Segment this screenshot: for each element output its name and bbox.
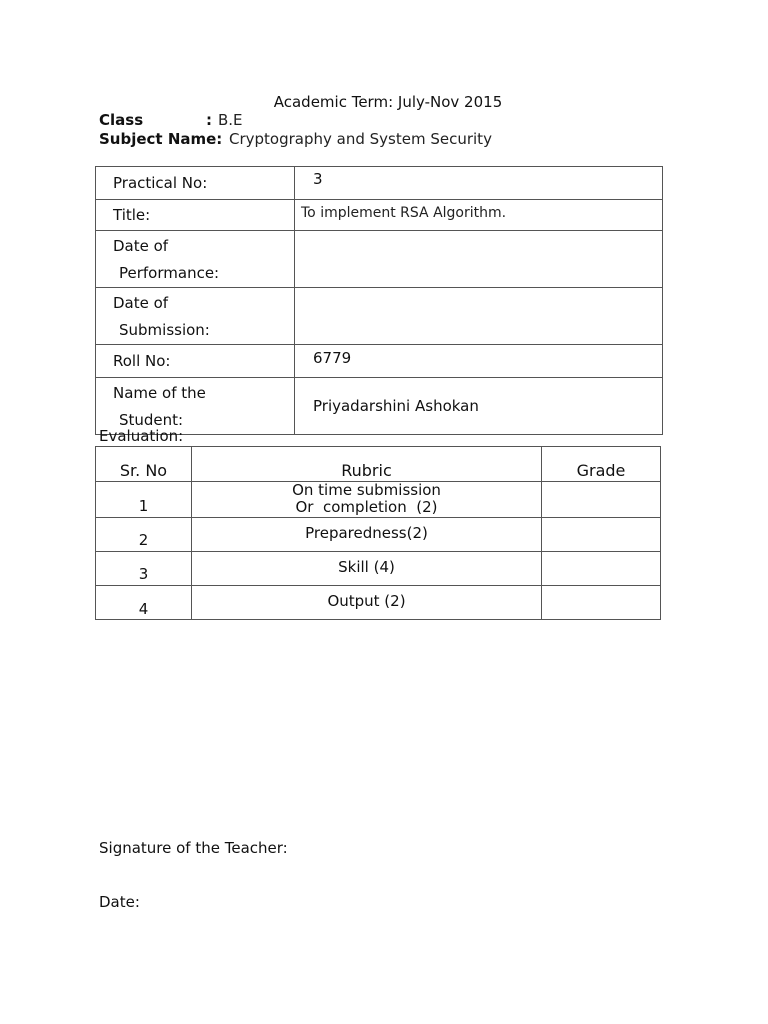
sr-no-cell: 1: [96, 482, 192, 518]
col-header-grade: Grade: [542, 447, 661, 482]
rubric-cell: Output (2): [192, 586, 542, 620]
student-name-row: [96, 378, 663, 435]
sr-no-cell: 3: [96, 552, 192, 586]
date-performance-value: [295, 231, 663, 288]
class-colon: :: [206, 111, 212, 129]
class-value: B.E: [218, 111, 243, 129]
sr-no-cell: 4: [96, 586, 192, 620]
roll-no-row: [96, 345, 663, 378]
subject-value: Cryptography and System Security: [229, 130, 492, 148]
date-performance-label-line2: Performance:: [119, 264, 220, 282]
grade-cell: [542, 552, 661, 586]
subject-label: Subject Name:: [99, 130, 223, 148]
col-header-sr-no: Sr. No: [96, 447, 192, 482]
student-name-label-line1: Name of the: [113, 384, 206, 402]
date-submission-row: [96, 288, 663, 345]
student-name-label: [96, 378, 295, 435]
table-row: [96, 482, 661, 518]
practical-no-value: 3: [295, 167, 663, 200]
evaluation-table: [95, 446, 661, 620]
title-value: To implement RSA Algorithm.: [295, 200, 663, 231]
student-name-label-line2: Student:: [119, 411, 184, 429]
date-submission-label: [96, 288, 295, 345]
date-performance-row: [96, 231, 663, 288]
date-submission-label-line2: Submission:: [119, 321, 210, 339]
evaluation-heading: Evaluation:: [99, 427, 184, 445]
rubric-line2: Or completion (2): [295, 498, 438, 516]
evaluation-header-row: [96, 447, 661, 482]
col-header-rubric: Rubric: [192, 447, 542, 482]
practical-info-table: [95, 166, 663, 435]
date-performance-label-line1: Date of: [113, 237, 169, 255]
rubric-cell: Skill (4): [192, 552, 542, 586]
date-label: Date:: [99, 893, 140, 911]
date-performance-label: [96, 231, 295, 288]
academic-term-heading: Academic Term: July-Nov 2015: [273, 93, 503, 111]
grade-cell: [542, 482, 661, 518]
rubric-cell: Preparedness(2): [192, 518, 542, 552]
title-label: Title:: [96, 200, 295, 231]
roll-no-label: Roll No:: [96, 345, 295, 378]
table-row: [96, 518, 661, 552]
sr-no-cell: 2: [96, 518, 192, 552]
rubric-line1: On time submission: [292, 481, 441, 499]
practical-no-label: Practical No:: [96, 167, 295, 200]
teacher-signature-label: Signature of the Teacher:: [99, 839, 288, 857]
grade-cell: [542, 518, 661, 552]
table-row: [96, 552, 661, 586]
rubric-cell: [192, 482, 542, 518]
date-submission-label-line1: Date of: [113, 294, 169, 312]
date-submission-value: [295, 288, 663, 345]
roll-no-value: 6779: [295, 345, 663, 378]
class-label: Class: [99, 111, 144, 129]
student-name-value: Priyadarshini Ashokan: [295, 378, 663, 435]
table-row: [96, 586, 661, 620]
grade-cell: [542, 586, 661, 620]
title-row: [96, 200, 663, 231]
practical-no-row: [96, 167, 663, 200]
